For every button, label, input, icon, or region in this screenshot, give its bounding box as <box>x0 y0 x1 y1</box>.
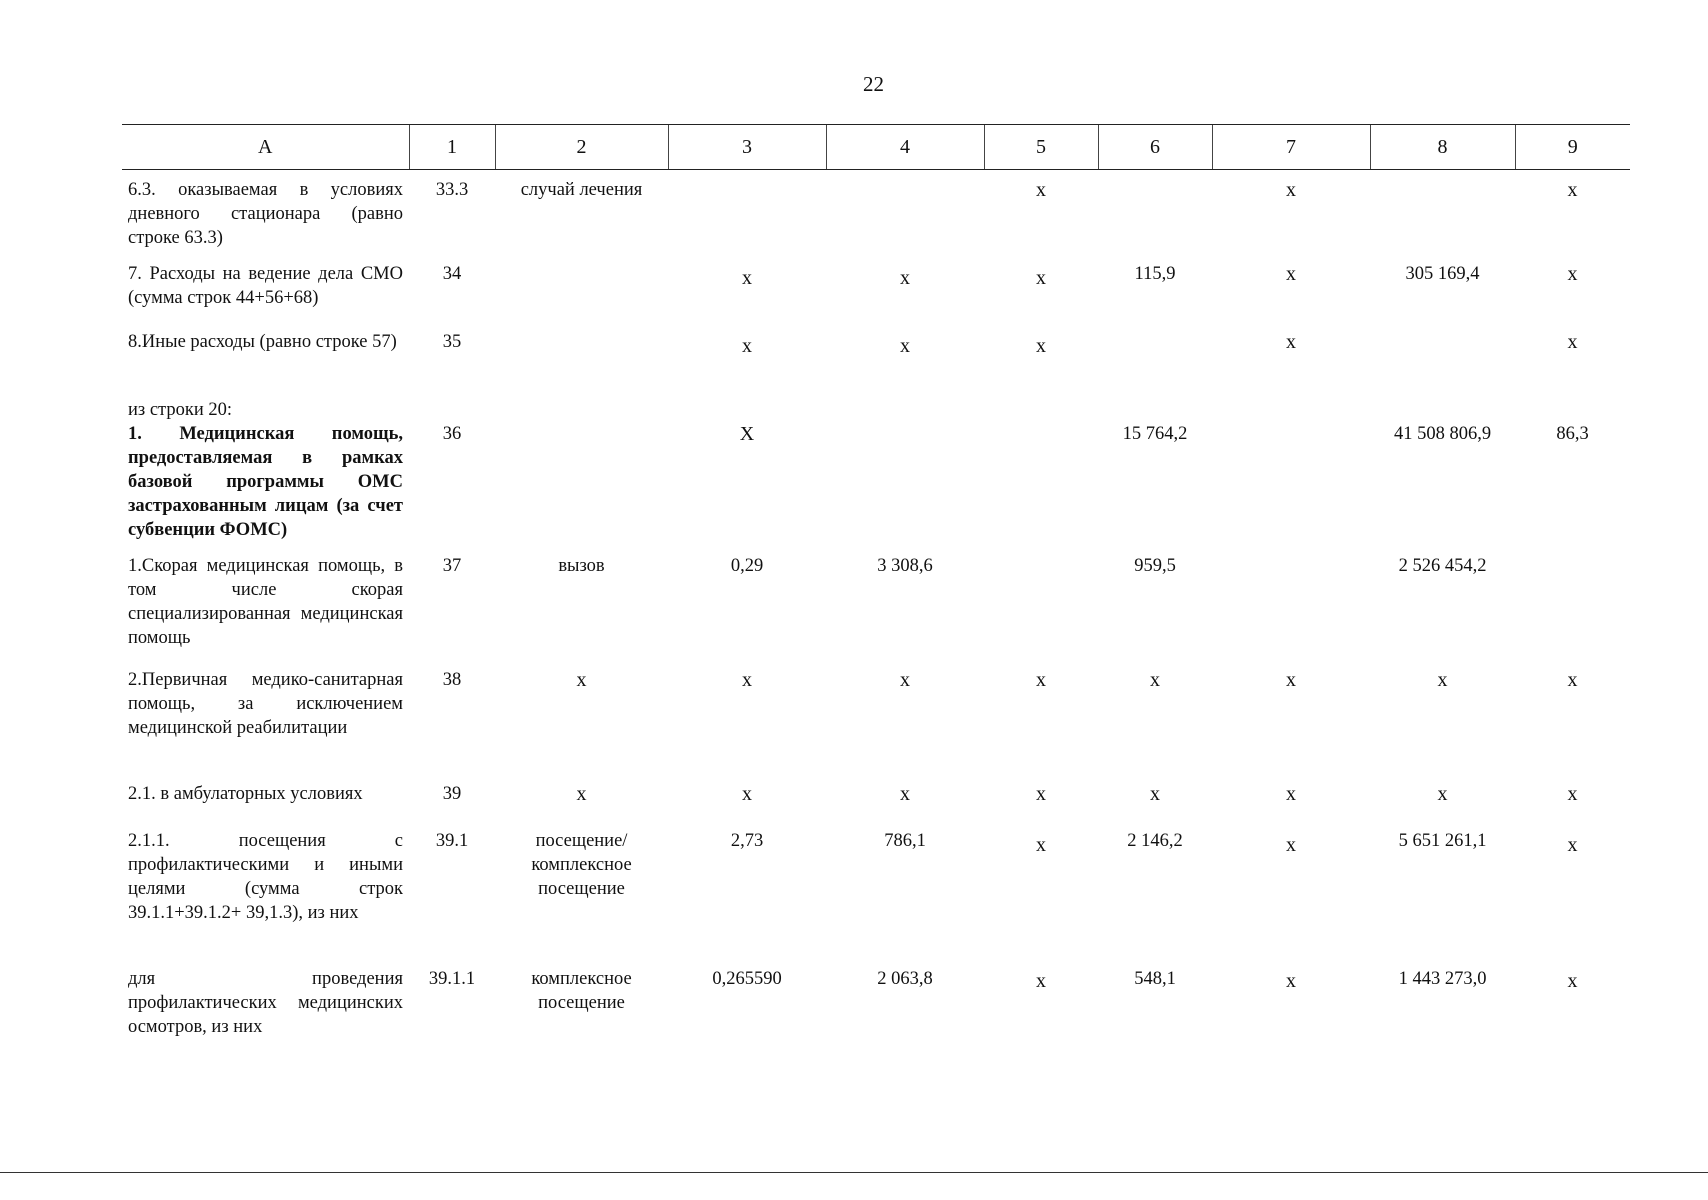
cell-col8 <box>1370 330 1515 398</box>
row-unit: случай лечения <box>520 180 643 200</box>
cell-col8: х <box>1437 668 1448 691</box>
cell-col4: х <box>900 334 910 357</box>
header-cell: 9 <box>1515 125 1630 170</box>
cell-col4: 786,1 <box>884 830 926 851</box>
header-cell: 3 <box>668 125 826 170</box>
cell-col4 <box>826 170 984 262</box>
table-row <box>122 668 1630 782</box>
cell-col7 <box>1212 554 1370 668</box>
row-description: для проведения профилактических медицинских осмотров, из них <box>128 968 403 1037</box>
cell-col8: 5 651 261,1 <box>1398 830 1487 851</box>
cell-col4: 2 063,8 <box>877 968 933 989</box>
cell-col7: х <box>1286 833 1296 856</box>
cell-col3 <box>668 170 826 262</box>
row-code: 37 <box>442 555 462 576</box>
table-row <box>122 330 1630 398</box>
row-code: 36 <box>442 423 462 444</box>
row-description: 2.Первичная медико-санитарная помощь, за исключением медицинской реабилитации <box>128 669 403 738</box>
cell-col9: х <box>1567 330 1578 353</box>
cell-col3: х <box>742 334 752 357</box>
table-row <box>122 554 1630 668</box>
cell-col6: 2 146,2 <box>1127 830 1183 851</box>
row-description: 2.1.1. посещения с профилактическими и иными целями (сумма строк 39.1.1+39.1.2+ 39,1.3), из них <box>128 830 403 923</box>
cell-col5 <box>984 398 1098 554</box>
cell-col7: х <box>1286 782 1296 805</box>
cell-col9: х <box>1567 668 1578 691</box>
cell-col7: х <box>1286 179 1296 201</box>
row-description: 7. Расходы на ведение дела СМО (сумма строк 44+56+68) <box>128 263 403 308</box>
cell-col7: х <box>1286 330 1296 353</box>
cell-col8: 305 169,4 <box>1405 263 1480 284</box>
cell-col9: х <box>1567 782 1578 805</box>
row-code: 34 <box>442 263 462 284</box>
row-description-prefix: из строки 20: <box>128 399 233 420</box>
row-code: 39.1 <box>435 830 469 851</box>
table-row <box>122 782 1630 829</box>
row-unit: вызов <box>558 555 605 576</box>
header-cell: 7 <box>1212 125 1370 170</box>
cell-col5 <box>984 554 1098 668</box>
cell-col6 <box>1098 330 1212 398</box>
row-unit <box>495 330 668 398</box>
row-unit: комплексное посещение <box>531 968 632 1013</box>
row-description-bold: 1. Медицинская помощь, предоставляемая в рамках базовой программы ОМС застрахованным лицам (за счет субвенции ФОМС) <box>128 423 403 540</box>
cell-col7: х <box>1286 262 1296 285</box>
cell-col6 <box>1098 170 1212 262</box>
cell-col9 <box>1515 554 1630 668</box>
page-bottom-rule <box>0 1172 1708 1173</box>
cell-col8: х <box>1437 782 1448 805</box>
cell-col3: 0,29 <box>730 555 764 576</box>
table-row <box>122 967 1630 1057</box>
header-cell: 1 <box>409 125 495 170</box>
header-cell: 8 <box>1370 125 1515 170</box>
cell-col5: х <box>1036 334 1046 357</box>
cell-col7: х <box>1286 668 1296 691</box>
header-cell: 4 <box>826 125 984 170</box>
cell-col9: 86,3 <box>1556 423 1589 444</box>
row-code: 39.1.1 <box>428 968 476 989</box>
cell-col6: х <box>1150 668 1160 691</box>
row-description: 1.Скорая медицинская помощь, в том числе скорая специализированная медицинская помощь <box>128 555 403 648</box>
cell-col7 <box>1212 398 1370 554</box>
row-description: 2.1. в амбулаторных условиях <box>128 783 363 804</box>
cell-col6: 15 764,2 <box>1122 423 1188 444</box>
cell-col6: 548,1 <box>1134 968 1176 989</box>
header-cell: 6 <box>1098 125 1212 170</box>
row-description <box>122 398 409 554</box>
cell-col3: 0,265590 <box>712 968 782 989</box>
page-number: 22 <box>863 72 884 96</box>
table-row <box>122 170 1630 262</box>
table-row <box>122 262 1630 330</box>
row-unit: посещение/ комплексное посещение <box>531 830 632 899</box>
cell-col5: х <box>1036 668 1046 691</box>
cell-col6: х <box>1150 782 1160 805</box>
cell-col8 <box>1370 170 1515 262</box>
cell-col5: х <box>1036 833 1046 856</box>
cell-col3: 2,73 <box>730 830 764 851</box>
cell-col6: 115,9 <box>1134 263 1176 284</box>
cell-col4: х <box>900 668 910 691</box>
header-row <box>122 125 1630 170</box>
row-code: 35 <box>442 331 462 352</box>
cell-col6: 959,5 <box>1134 555 1176 576</box>
cell-col4: 3 308,6 <box>877 555 933 576</box>
cell-col3: х <box>742 668 752 691</box>
data-table-wrapper <box>122 124 1630 1057</box>
row-unit <box>495 262 668 330</box>
cell-col3: Х <box>739 422 755 445</box>
cell-col4: х <box>900 266 910 289</box>
cell-col8: 2 526 454,2 <box>1398 555 1487 576</box>
cell-col5: х <box>1036 179 1046 201</box>
row-code: 38 <box>442 669 462 690</box>
table-row <box>122 398 1630 554</box>
cell-col8: 1 443 273,0 <box>1398 968 1487 989</box>
cell-col9: х <box>1567 833 1578 856</box>
cell-col4 <box>826 398 984 554</box>
cell-col7: х <box>1286 969 1296 992</box>
cell-col9: х <box>1567 179 1578 201</box>
header-cell: 5 <box>984 125 1098 170</box>
cell-col3: х <box>742 782 752 805</box>
data-table <box>122 124 1630 1057</box>
row-description: 8.Иные расходы (равно строке 57) <box>128 331 397 352</box>
row-unit <box>495 398 668 554</box>
cell-col8: 41 508 806,9 <box>1393 423 1492 444</box>
header-cell: А <box>122 125 409 170</box>
cell-col9: х <box>1567 969 1578 992</box>
cell-col9: х <box>1567 262 1578 285</box>
cell-col4: х <box>900 782 910 805</box>
header-cell: 2 <box>495 125 668 170</box>
table-row <box>122 829 1630 967</box>
row-code: 39 <box>442 783 462 804</box>
row-code: 33.3 <box>435 180 469 200</box>
cell-col3: х <box>742 266 752 289</box>
cell-col5: х <box>1036 782 1046 805</box>
cell-col5: х <box>1036 969 1046 992</box>
row-unit: х <box>576 782 587 805</box>
cell-col5: х <box>1036 266 1046 289</box>
row-unit: х <box>576 668 587 691</box>
row-description: 6.3. оказываемая в условиях дневного стационара (равно строке 63.3) <box>128 180 403 248</box>
